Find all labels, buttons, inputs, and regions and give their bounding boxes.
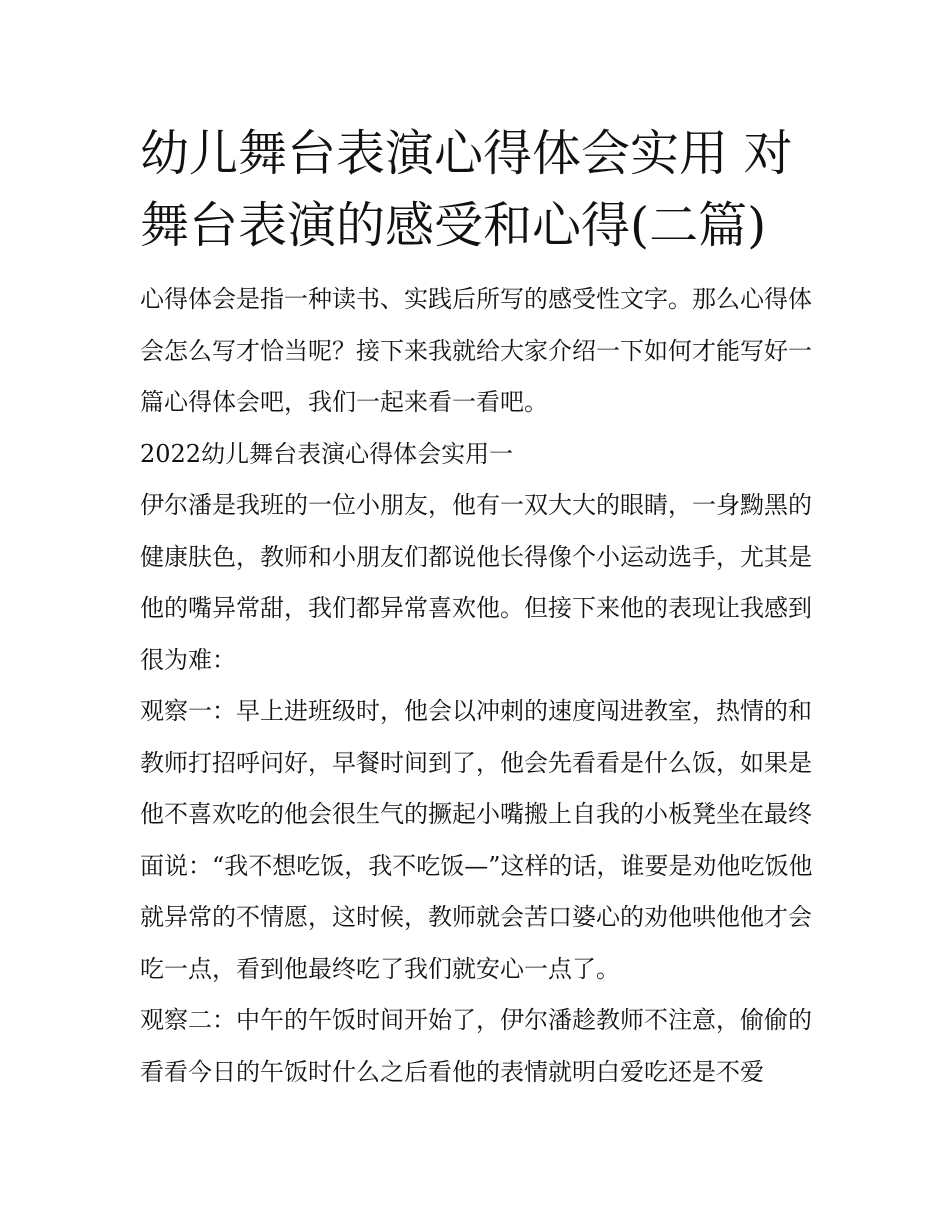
body-paragraph: 伊尔潘是我班的一位小朋友，他有一双大大的眼睛，一身黝黑的健康肤色，教师和小朋友们都说他长得像个小运动选手，尤其是他的嘴异常甜，我们都异常喜欢他。但接下来他的表现让我感到很为难： — [140, 491, 812, 674]
intro-paragraph: 心得体会是指一种读书、实践后所写的感受性文字。那么心得体会怎么写才恰当呢？接下来我就给大家介绍一下如何才能写好一篇心得体会吧，我们一起来看一看吧。 — [140, 285, 812, 416]
document-content — [140, 118, 820, 1098]
section-heading: 2022幼儿舞台表演心得体会实用一 — [140, 439, 514, 468]
observation-one-paragraph: 观察一：早上进班级时，他会以冲刺的速度闯进教室，热情的和教师打招呼问好，早餐时间到了，他会先看看是什么饭，如果是他不喜欢吃的他会很生气的撅起小嘴搬上自我的小板凳坐在最终面说：“我不想吃饭，我不吃饭—”这样的话，谁要是劝他吃饭他就异常的不情愿，这时候，教师就会苦口婆心的劝他哄他他才会吃一点，看到他最终吃了我们就安心一点了。 — [140, 697, 813, 983]
document-body — [140, 274, 820, 1098]
observation-two-paragraph: 观察二：中午的午饭时间开始了，伊尔潘趁教师不注意，偷偷的看看今日的午饭时什么之后看他的表情就明白爱吃还是不爱 — [140, 1006, 812, 1086]
document-title: 幼儿舞台表演心得体会实用 对舞台表演的感受和心得(二篇) — [140, 125, 793, 254]
